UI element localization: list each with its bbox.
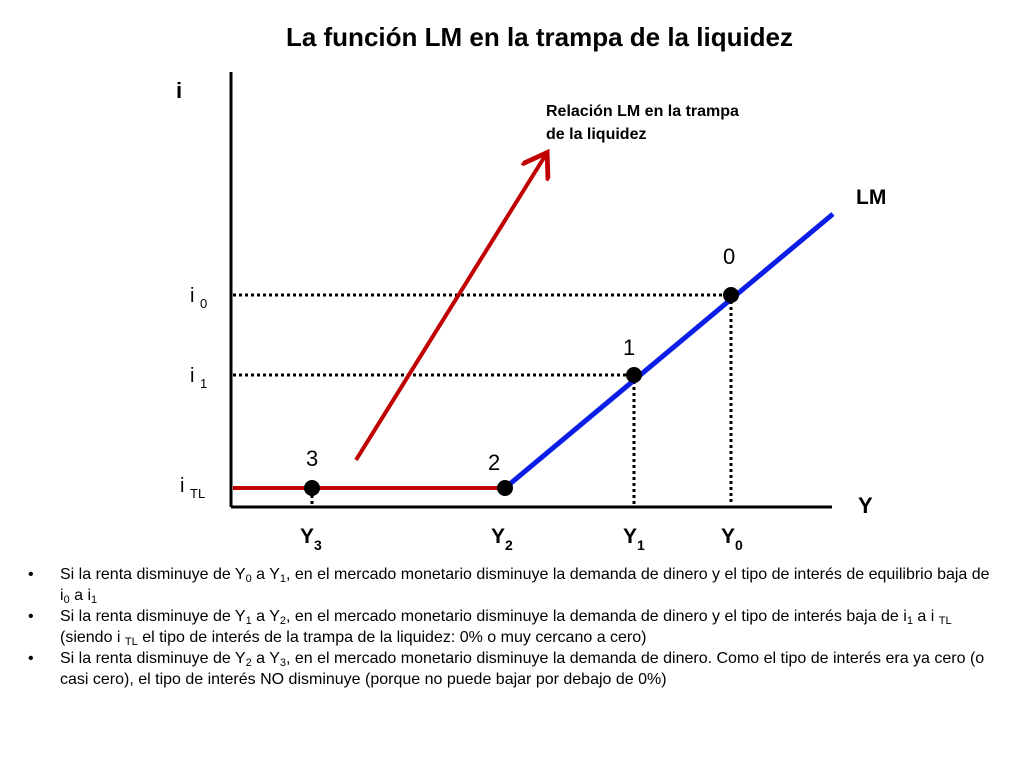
point-2 [497,480,513,496]
x-axis-label: Y [858,493,873,518]
bullet-marker: • [28,650,34,667]
explanation-text: Si la renta disminuye de $Y_1$ a $Y_2$, en el mercado monetario disminuye la demanda de dinero y el tipo de interés baja de $i_1$ a i $_{TL}$ (siendo i $_{TL}$ el tipo de interés de la trampa de la liquidez: 0% o muy cercano a cero) [60,608,952,648]
label-y1: $Y_1$ [623,525,645,553]
label-i1: i $_1$ [190,365,208,391]
annotation-line-1: Relación LM en la trampa [546,103,739,120]
explanation-text: Si la renta disminuye de $Y_0$ a $Y_1$, en el mercado monetario disminuye la demanda de dinero y el tipo de interés de equilibrio baja de $i_0$ a $i_1$ [60,566,990,606]
diagram-title: La función LM en la trampa de la liquidez [285,22,794,52]
point-0 [723,287,739,303]
lm-curve [505,214,833,488]
label-i0: i $_0$ [190,285,208,311]
point-3 [304,480,320,496]
point-label-0: 0 [723,244,736,269]
point-label-1: 1 [623,335,636,360]
point-label-2: 2 [488,450,501,475]
explanation-item [26,606,994,648]
lm-curve-label: LM [856,186,887,209]
label-y2: $Y_2$ [491,525,513,553]
bullet-marker: • [28,566,34,583]
explanation-list [26,564,994,690]
label-y3: $Y_3$ [300,525,322,553]
annotation-line-2: de la liquidez [546,126,647,143]
explanation-item [26,564,994,606]
point-label-3: 3 [306,446,319,471]
point-1 [626,367,642,383]
explanation-item [26,648,994,690]
y-axis-label: i [176,78,183,103]
lm-trap-arrow [356,156,545,460]
label-y0: $Y_0$ [721,525,743,553]
bullet-marker: • [28,608,34,625]
explanation-text: Si la renta disminuye de $Y_2$ a $Y_3$, en el mercado monetario disminuye la demanda de dinero. Como el tipo de interés era ya cero (o casi cero), el tipo de interés NO disminuye (porque no puede bajar por debajo de 0%) [60,650,985,688]
label-iTL: i $_{TL}$ [180,475,206,501]
